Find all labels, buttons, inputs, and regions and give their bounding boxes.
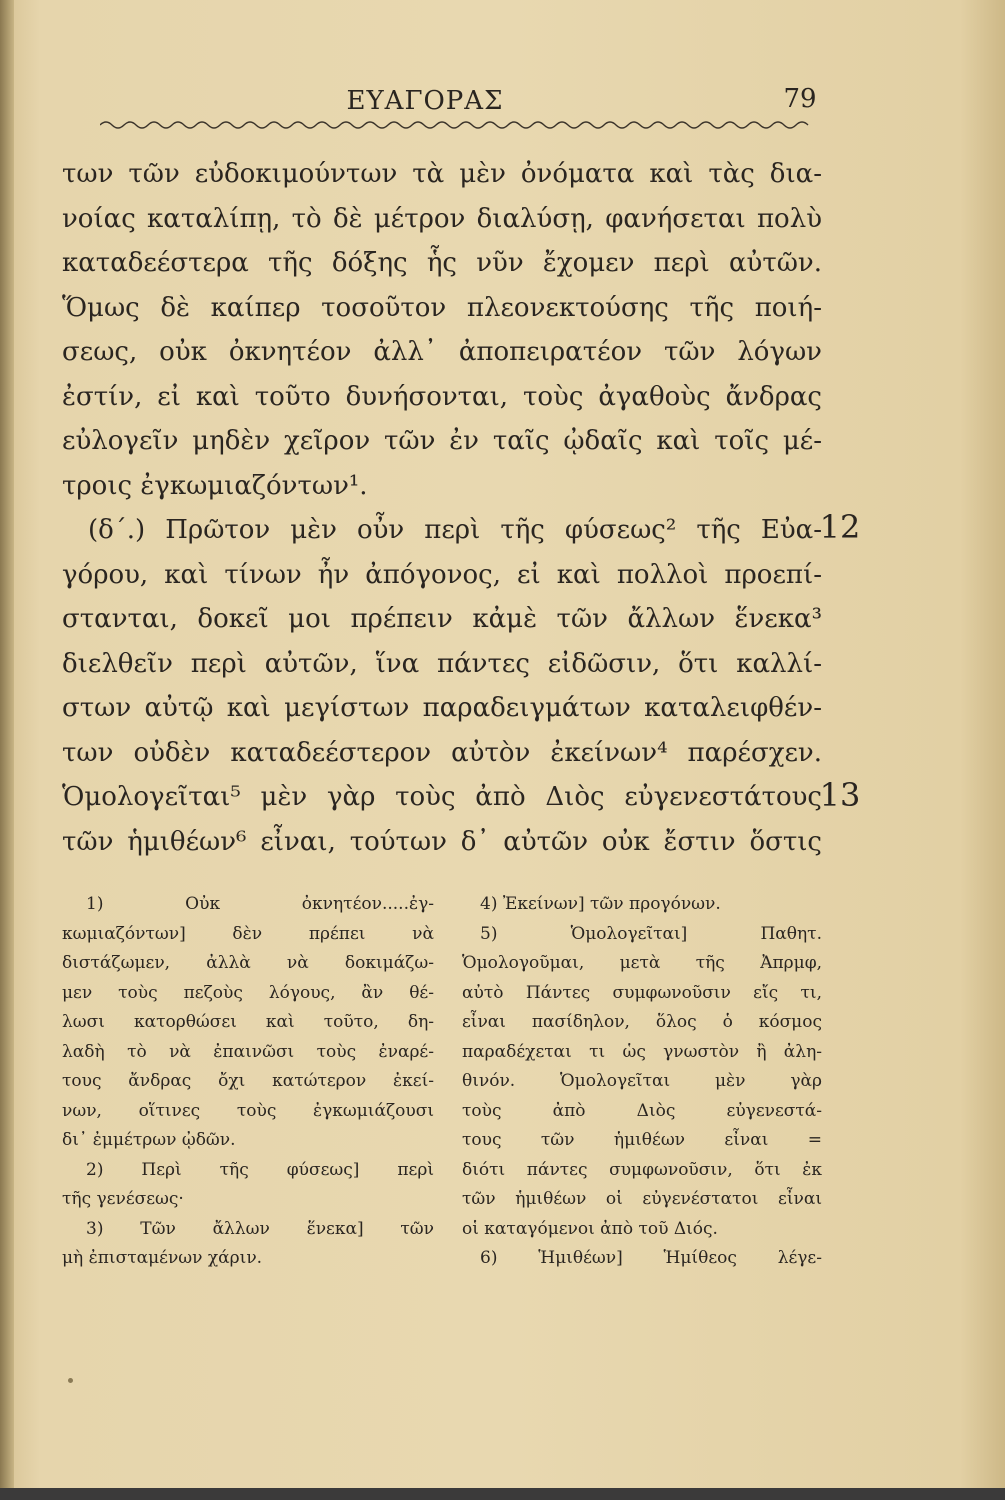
footnote-line: οἱ καταγόμενοι ἀπὸ τοῦ Διός. bbox=[462, 1218, 718, 1239]
text-line: καταδεέστερα τῆς δόξης ἧς νῦν ἔχομεν περὶ αὐτῶν. bbox=[62, 248, 822, 278]
ink-speck bbox=[68, 1378, 73, 1383]
footnote-line: τους τῶν ἡμιθέων εἶναι = bbox=[462, 1130, 822, 1150]
footnote-line: 2) Περὶ τῆς φύσεως] περὶ bbox=[86, 1159, 434, 1180]
running-head: ΕΥΑΓΟΡΑΣ bbox=[346, 86, 504, 116]
text-line: νοίας καταλίπῃ, τὸ δὲ μέτρον διαλύσῃ, φανήσεται πολὺ bbox=[62, 203, 822, 234]
text-line: (δ΄.) Πρῶτον μὲν οὖν περὶ τῆς φύσεως² τῆς Εὐα- bbox=[88, 515, 822, 545]
text-line: Ὁμολογεῖται⁵ μὲν γὰρ τοὺς ἀπὸ Διὸς εὐγενεστάτους bbox=[62, 782, 822, 812]
footnote-line: κωμιαζόντων] δὲν πρέπει νὰ bbox=[62, 923, 434, 944]
footnote-line: τους ἄνδρας ὄχι κατώτερον ἐκεί- bbox=[62, 1071, 434, 1091]
text-line: στανται, δοκεῖ μοι πρέπειν κἀμὲ τῶν ἄλλων ἕνεκα³ bbox=[62, 604, 822, 634]
footnote-line: διστάζωμεν, ἀλλὰ νὰ δοκιμάζω- bbox=[62, 953, 434, 973]
section-number-margin: 12 bbox=[819, 508, 861, 546]
footnote-line: τῆς γενέσεως· bbox=[62, 1189, 184, 1209]
text-line: των τῶν εὐδοκιμούντων τὰ μὲν ὀνόματα καὶ τὰς δια- bbox=[62, 159, 822, 189]
footnote-line: μὴ ἐπισταμένων χάριν. bbox=[62, 1248, 263, 1268]
text-line: Ὅμως δὲ καίπερ τοσοῦτον πλεονεκτούσης τῆς ποιή- bbox=[62, 292, 822, 323]
text-line: στων αὐτῷ καὶ μεγίστων παραδειγμάτων καταλειφθέν- bbox=[62, 693, 822, 723]
text-line: τροις ἐγκωμιαζόντων¹. bbox=[62, 470, 368, 501]
text-line: ἐστίν, εἰ καὶ τοῦτο δυνήσονται, τοὺς ἀγαθοὺς ἄνδρας bbox=[62, 381, 822, 412]
footnotes-left-column bbox=[62, 890, 434, 1274]
footnote-line: αὐτὸ Πάντες συμφωνοῦσιν εἴς τι, bbox=[462, 982, 822, 1003]
footnote-line: παραδέχεται τι ὡς γνωστὸν ἢ ἀλη- bbox=[462, 1041, 822, 1062]
text-line: εὐλογεῖν μηδὲν χεῖρον τῶν ἐν ταῖς ᾠδαῖς καὶ τοῖς μέ- bbox=[62, 426, 822, 456]
footnote-line: θινόν. Ὁμολογεῖται μὲν γὰρ bbox=[462, 1071, 822, 1091]
footnote-line: νων, οἵτινες τοὺς ἐγκωμιάζουσι bbox=[62, 1100, 434, 1121]
text-line: των οὐδὲν καταδεέστερον αὐτὸν ἐκείνων⁴ παρέσχεν. bbox=[62, 737, 822, 768]
header-wavy-rule bbox=[100, 118, 812, 132]
text-line: γόρου, καὶ τίνων ἦν ἀπόγονος, εἰ καὶ πολλοὶ προεπί- bbox=[62, 559, 822, 590]
book-gutter bbox=[0, 0, 14, 1500]
page-number: 79 bbox=[783, 84, 817, 114]
footnote-line: εἶναι πασίδηλον, ὅλος ὁ κόσμος bbox=[462, 1012, 822, 1032]
footnotes-right-column bbox=[462, 890, 822, 1274]
footnote-line: 1) Οὐκ ὀκνητέον.....ἐγ- bbox=[86, 894, 434, 914]
main-text bbox=[62, 152, 822, 864]
section-number-margin: 13 bbox=[819, 776, 861, 814]
text-line: τῶν ἡμιθέων⁶ εἶναι, τούτων δ᾽ αὐτῶν οὐκ ἔστιν ὅστις bbox=[62, 826, 822, 857]
footnote-line: 5) Ὁμολογεῖται] Παθητ. bbox=[480, 923, 822, 944]
text-line: διελθεῖν περὶ αὐτῶν, ἵνα πάντες εἰδῶσιν, ὅτι καλλί- bbox=[62, 648, 822, 679]
text-line: σεως, οὐκ ὀκνητέον ἀλλ᾽ ἀποπειρατέον τῶν λόγων bbox=[62, 337, 822, 367]
footnote-line: μεν τοὺς πεζοὺς λόγους, ἂν θέ- bbox=[62, 982, 434, 1003]
footnote-line: Ὁμολογοῦμαι, μετὰ τῆς Ἀπρμφ, bbox=[462, 953, 822, 973]
footnote-line: τῶν ἡμιθέων οἱ εὐγενέστατοι εἶναι bbox=[462, 1189, 822, 1209]
footnote-line: λαδὴ τὸ νὰ ἐπαινῶσι τοὺς ἐναρέ- bbox=[62, 1041, 434, 1062]
footnote-line: 3) Τῶν ἄλλων ἕνεκα] τῶν bbox=[86, 1218, 434, 1239]
footnote-line: λωσι κατορθώσει καὶ τοῦτο, δη- bbox=[62, 1012, 434, 1032]
scan-bottom-edge bbox=[0, 1488, 1005, 1500]
footnote-line: 4) Ἐκείνων] τῶν προγόνων. bbox=[480, 894, 721, 914]
footnote-line: δι᾽ ἐμμέτρων ᾠδῶν. bbox=[62, 1130, 236, 1150]
footnote-line: 6) Ἡμιθέων] Ἡμίθεος λέγε- bbox=[480, 1248, 822, 1268]
footnote-line: διότι πάντες συμφωνοῦσιν, ὅτι ἐκ bbox=[462, 1159, 822, 1180]
footnote-line: τοὺς ἀπὸ Διὸς εὐγενεστά- bbox=[462, 1100, 822, 1121]
